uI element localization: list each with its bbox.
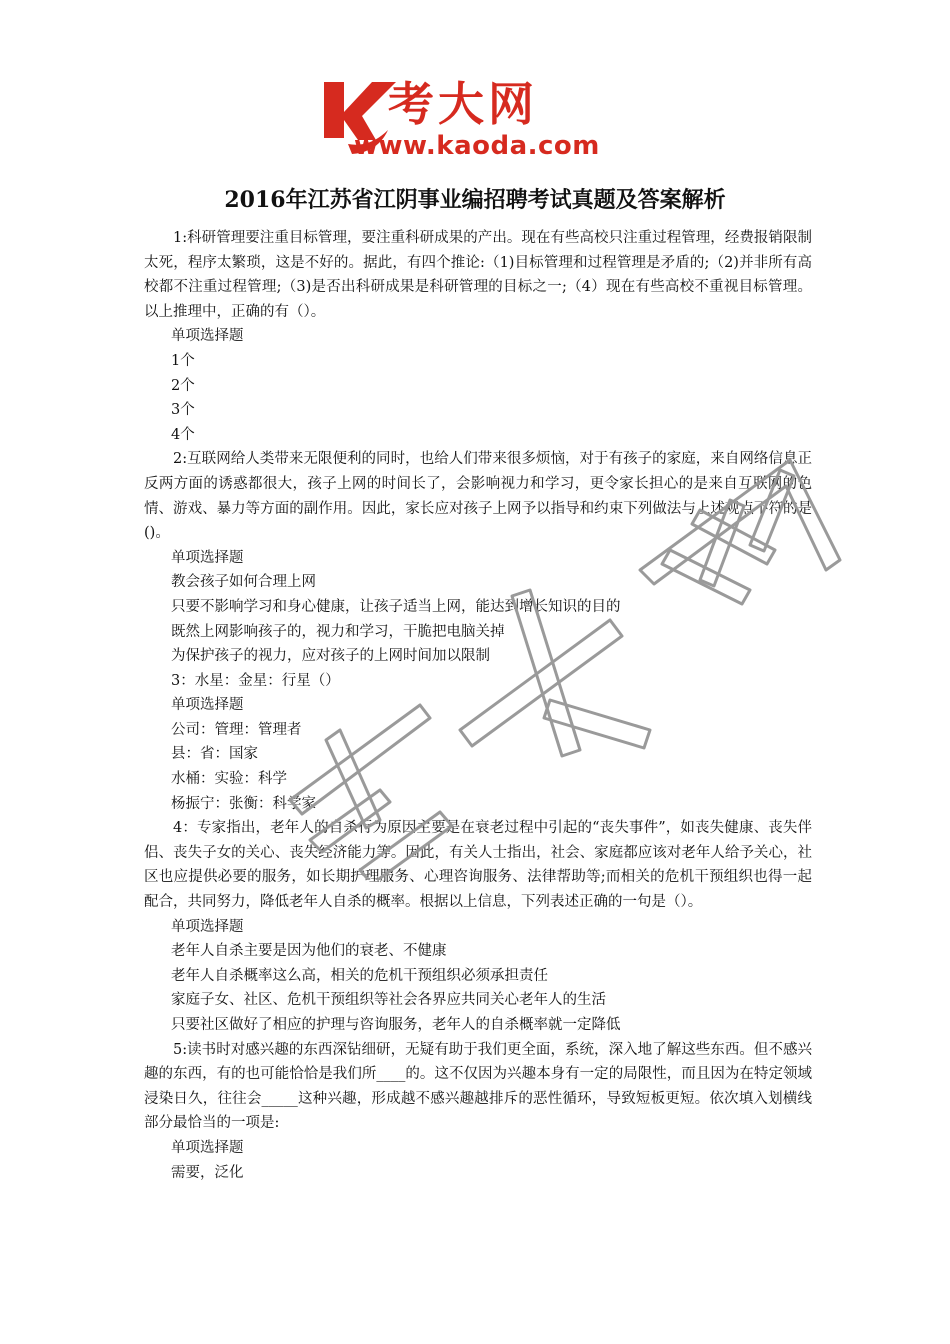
answer-option: 家庭子女、社区、危机干预组织等社会各界应共同关心老年人的生活 bbox=[171, 992, 606, 1009]
question-stem: 4：专家指出，老年人的自杀行为原因主要是在衰老过程中引起的“丧失事件”，如丧失健康、丧失伴侣、丧失子女的关心、丧失经济能力等。因此，有关人士指出，社会、家庭都应该对老年人给予关心，社区也应提供必要的服务，如长期护理服务、心理咨询服务、法律帮助等;而相关的危机干预组织也得一起配合，共同努力，降低老年人自杀的概率。根据以上信息，下列表述正确的一句是（）。 bbox=[144, 820, 812, 911]
answer-option: 既然上网影响孩子的，视力和学习，干脆把电脑关掉 bbox=[171, 623, 505, 640]
answer-option: 老年人自杀主要是因为他们的衰老、不健康 bbox=[171, 943, 447, 960]
question-list bbox=[144, 226, 812, 1185]
question-type: 单项选择题 bbox=[171, 328, 244, 345]
kaoda-logo bbox=[318, 78, 638, 162]
question-stem: 3：水星：金星：行星（） bbox=[171, 672, 340, 689]
question-type: 单项选择题 bbox=[171, 918, 244, 935]
question-type: 单项选择题 bbox=[171, 549, 244, 566]
document-title: 2016年江苏省江阴事业编招聘考试真题及答案解析 bbox=[224, 187, 726, 213]
answer-option: 老年人自杀概率这么高，相关的危机干预组织必须承担责任 bbox=[171, 967, 548, 984]
answer-option: 1个 bbox=[171, 352, 195, 369]
question-type: 单项选择题 bbox=[171, 1139, 244, 1156]
answer-option: 公司：管理：管理者 bbox=[171, 721, 302, 738]
answer-option: 3个 bbox=[171, 402, 195, 419]
logo-brand-name: 考大网 bbox=[388, 77, 538, 131]
question-stem: 5:读书时对感兴趣的东西深钻细研，无疑有助于我们更全面，系统，深入地了解这些东西。但不感兴趣的东西，有的也可能恰恰是我们所____的。这不仅因为兴趣本身有一定的局限性，而且因为在特定领域浸染日久，往往会_____这种兴趣，形成越不感兴趣越排斥的恶性循环，导致短板更短。依次填入划横线部分最恰当的一项是: bbox=[144, 1041, 812, 1132]
question-type: 单项选择题 bbox=[171, 697, 244, 714]
answer-option: 4个 bbox=[171, 426, 195, 443]
answer-option: 为保护孩子的视力，应对孩子的上网时间加以限制 bbox=[171, 648, 490, 665]
answer-option: 只要社区做好了相应的护理与咨询服务，老年人的自杀概率就一定降低 bbox=[171, 1017, 621, 1033]
question-stem: 1:科研管理要注重目标管理，要注重科研成果的产出。现在有些高校只注重过程管理，经费报销限制太死，程序太繁琐，这是不好的。据此，有四个推论:（1)目标管理和过程管理是矛盾的;（2)并非所有高校都不注重过程管理;（3)是否出科研成果是科研管理的目标之一;（4）现在有些高校不重视目标管理。以上推理中，正确的有（）。 bbox=[144, 230, 812, 320]
answer-option: 只要不影响学习和身心健康，让孩子适当上网，能达到增长知识的目的 bbox=[171, 598, 621, 615]
answer-option: 需要，泛化 bbox=[171, 1164, 244, 1181]
answer-option: 县：省：国家 bbox=[171, 746, 258, 763]
answer-option: 2个 bbox=[171, 377, 195, 394]
answer-option: 教会孩子如何合理上网 bbox=[171, 574, 316, 591]
logo-brand-url: www.kaoda.com bbox=[354, 131, 600, 161]
answer-option: 水桶：实验：科学 bbox=[171, 771, 287, 788]
answer-option: 杨振宁：张衡：科学家 bbox=[171, 795, 316, 812]
question-stem: 2:互联网给人类带来无限便利的同时，也给人们带来很多烦恼，对于有孩子的家庭，来自网络信息正反两方面的诱惑都很大，孩子上网的时间长了，会影响视力和学习，更令家长担心的是来自互联网的色情、游戏、暴力等方面的副作用。因此，家长应对孩子上网予以指导和约束下列做法与上述观点不符的是()。 bbox=[144, 451, 812, 542]
